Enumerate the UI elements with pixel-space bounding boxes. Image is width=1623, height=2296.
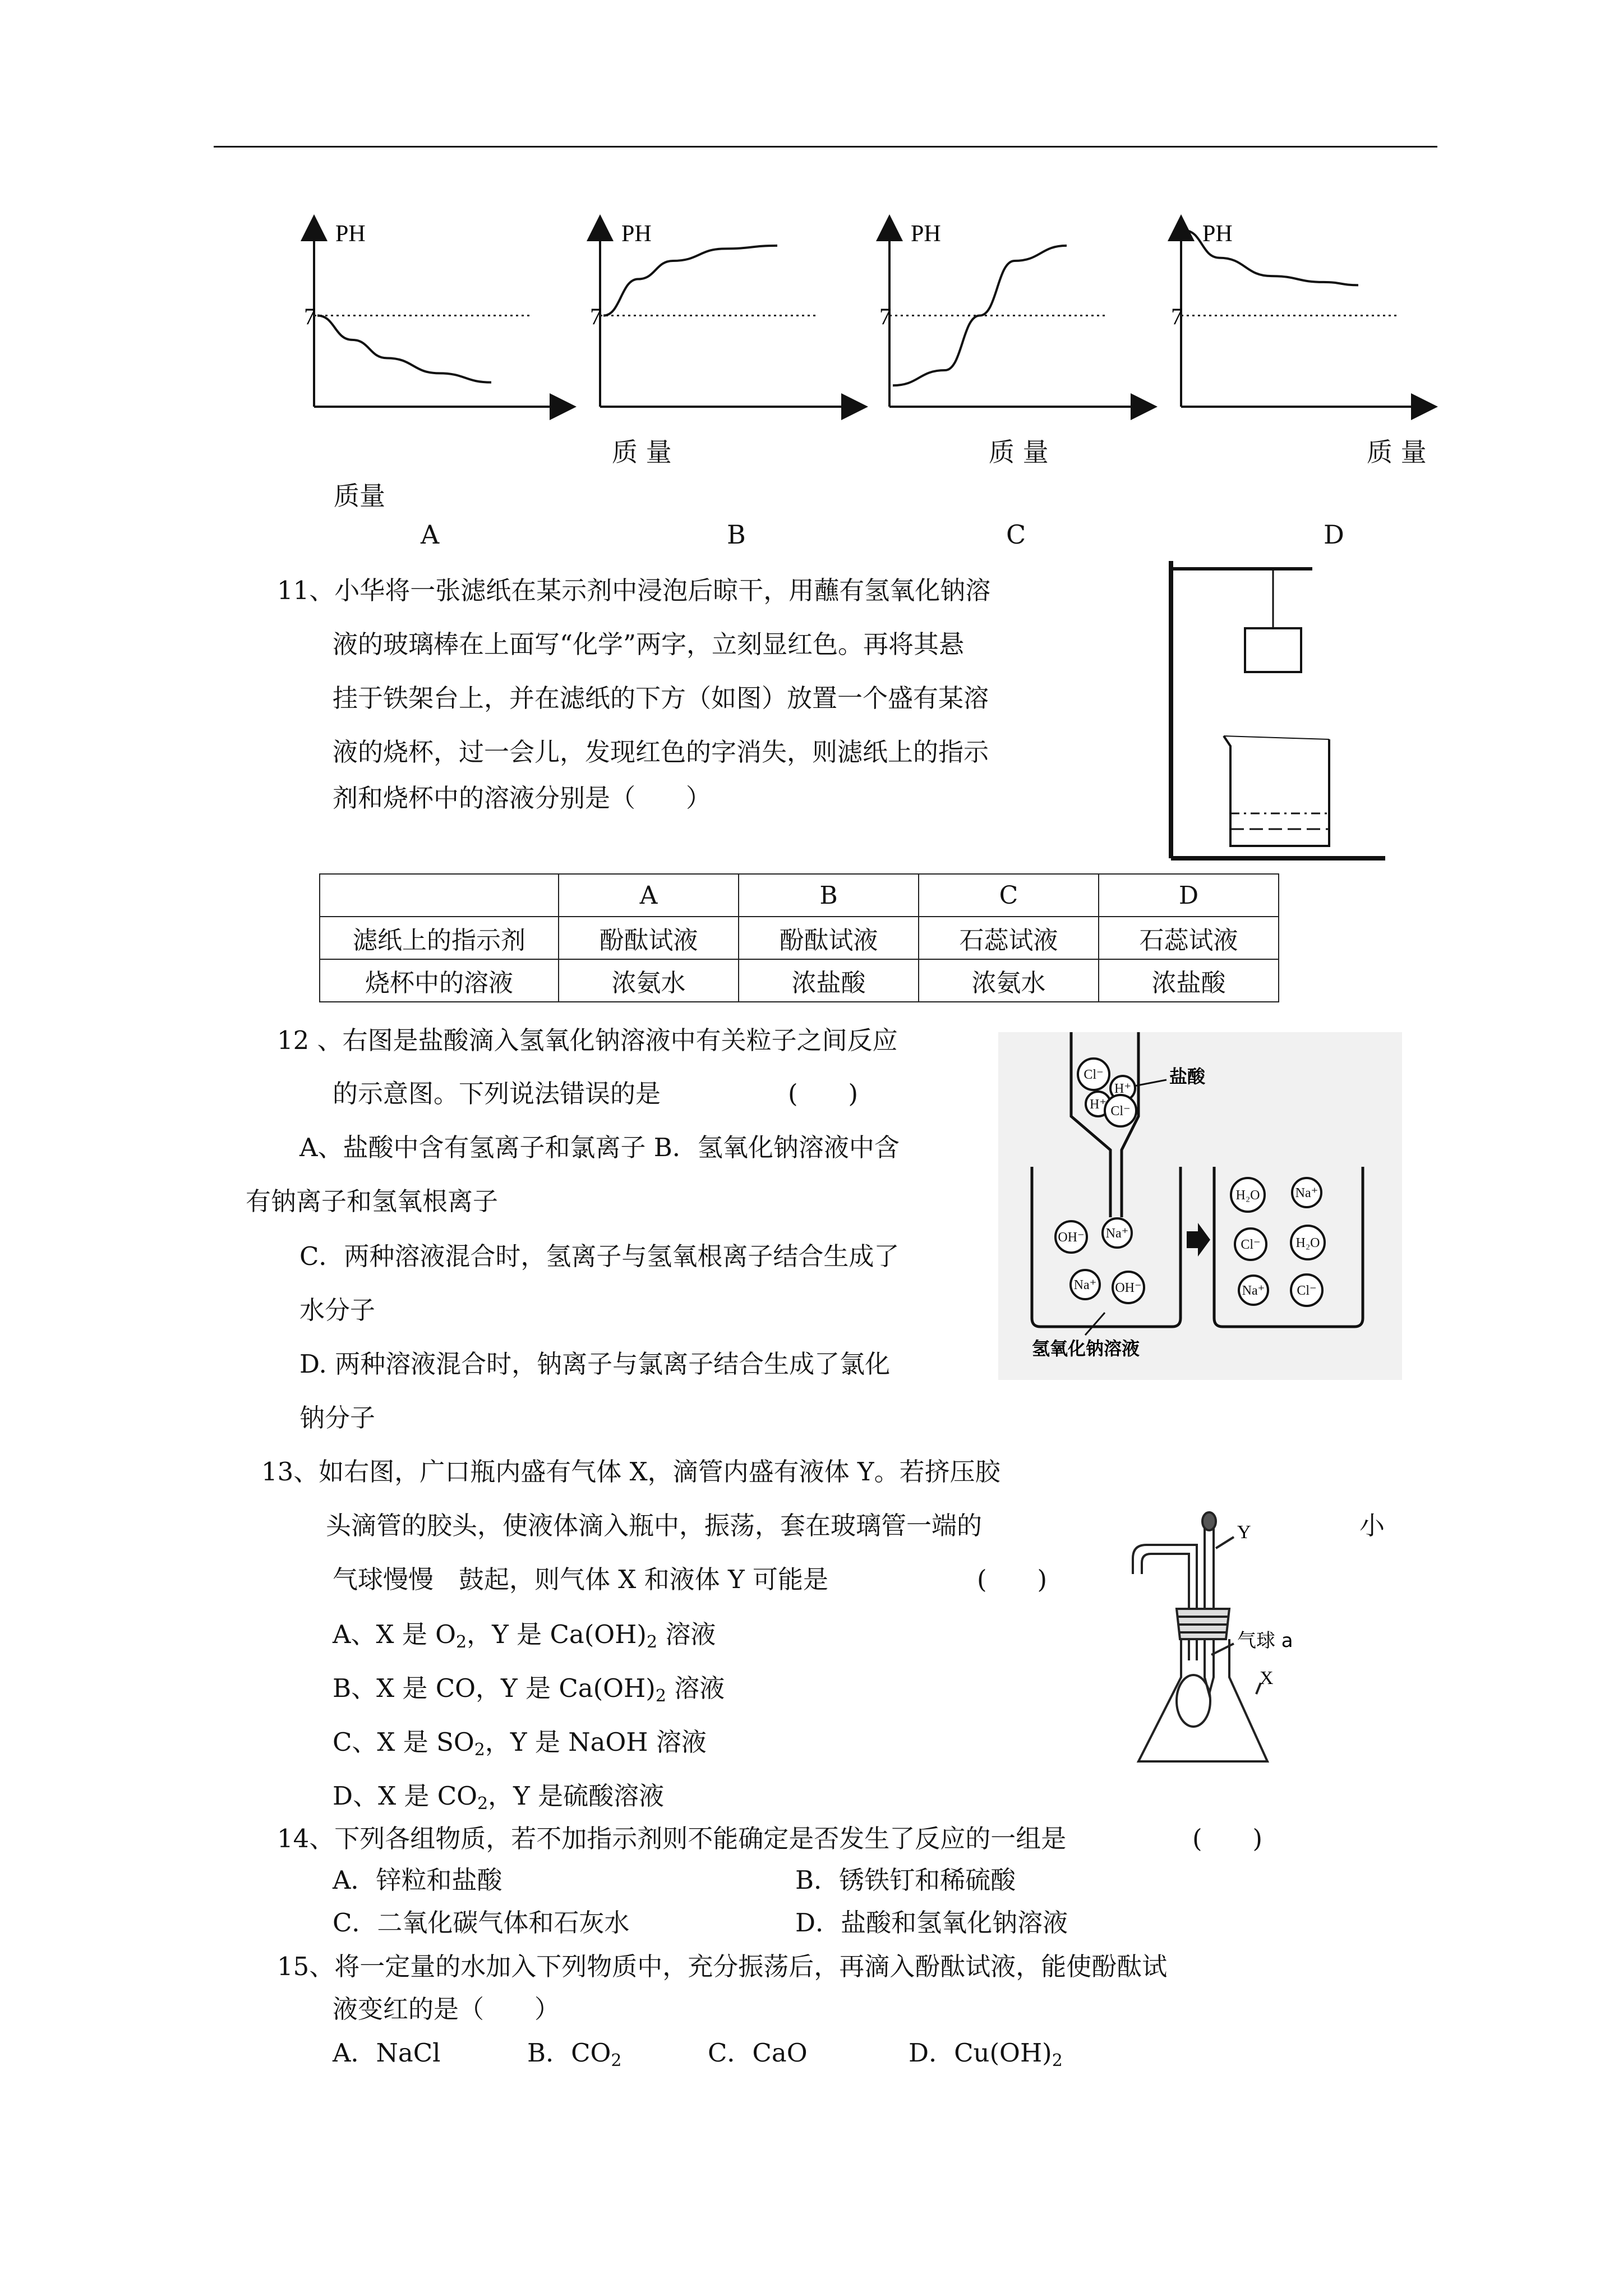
- q12-option-c-line-1: C．两种溶液混合时，氢离子与氢氧根离子结合生成了: [299, 1241, 900, 1271]
- table-cell: 烧杯中的溶液: [320, 959, 559, 1002]
- table-header-cell: A: [559, 874, 739, 917]
- q14-option-b: B．锈铁钉和稀硫酸: [795, 1865, 1016, 1895]
- ion-label: Cl⁻: [1110, 1104, 1131, 1119]
- chart-b-ph-curve: [603, 246, 777, 316]
- header-rule: [214, 146, 1437, 148]
- chart-a-ph-curve: [317, 316, 491, 383]
- q12-paren: ( ): [788, 1079, 859, 1108]
- q11-line-3: 挂于铁架台上，并在滤纸的下方（如图）放置一个盛有某溶: [333, 683, 989, 713]
- q11-line-4: 液的烧杯，过一会儿，发现红色的字消失，则滤纸上的指示: [333, 737, 989, 767]
- q13-option-a: A、X 是 $O_2$，Y 是 $Ca(OH)_2$ 溶液: [333, 1619, 716, 1652]
- ion-label: H₂O: [1295, 1236, 1320, 1250]
- chart-a-ph7-label: 7: [304, 304, 316, 330]
- ion-label: Na⁺: [1073, 1278, 1097, 1292]
- q14-option-a: A．锌粒和盐酸: [333, 1865, 502, 1895]
- table-cell: 浓盐酸: [739, 959, 919, 1002]
- q11-line-2: 液的玻璃棒在上面写“化学”两字，立刻显红色。再将其悬: [333, 629, 965, 659]
- chart-c-y-label: PH: [911, 221, 941, 247]
- ph-charts: [292, 208, 1475, 432]
- ion-label: Na⁺: [1242, 1283, 1265, 1298]
- q15-option-d: D．$Cu(OH)_2$: [909, 2038, 1063, 2070]
- ion-label: OH⁻: [1058, 1230, 1085, 1245]
- chart-d-y-label: PH: [1202, 221, 1233, 247]
- q14-stem: 14、下列各组物质，若不加指示剂则不能确定是否发生了反应的一组是: [277, 1824, 1067, 1853]
- q13-line-1: 13、如右图，广口瓶内盛有气体 X，滴管内盛有液体 Y。若挤压胶: [261, 1457, 1000, 1487]
- chart-a-xlabel: 质量: [334, 481, 385, 511]
- chart-b-xlabel: 质 量: [612, 437, 672, 467]
- chart-c-ph7-label: 7: [879, 304, 891, 330]
- table-cell: 滤纸上的指示剂: [320, 917, 559, 959]
- q12-option-a-line-2: 有钠离子和氢氧根离子: [246, 1186, 499, 1216]
- q15-line-1: 15、将一定量的水加入下列物质中，充分振荡后，再滴入酚酞试液，能使酚酞试: [277, 1952, 1168, 1981]
- table-cell: 浓氨水: [559, 959, 739, 1002]
- q13-option-c: C、X 是 $SO_2$，Y 是 NaOH 溶液: [333, 1727, 707, 1760]
- ion-label: H⁺: [1114, 1082, 1131, 1096]
- chart-d-ph7-label: 7: [1171, 304, 1183, 330]
- table-row: [320, 917, 1279, 959]
- ion-label: Cl⁻: [1297, 1283, 1317, 1298]
- q13-flask-figure: [1127, 1509, 1363, 1773]
- ion-label: Na⁺: [1295, 1186, 1318, 1200]
- table-header-cell: B: [739, 874, 919, 917]
- q12-option-d-line-2: 钠分子: [299, 1403, 376, 1433]
- q15-option-c: C．CaO: [708, 2038, 808, 2068]
- fig-label-x: X: [1260, 1668, 1274, 1688]
- chart-a-option-label: A: [421, 519, 440, 550]
- ion-label: Cl⁻: [1083, 1068, 1104, 1082]
- q15-line-2: 液变红的是（ ）: [333, 1994, 560, 2024]
- table-cell: 浓盐酸: [1099, 959, 1279, 1002]
- table-cell: 浓氨水: [919, 959, 1099, 1002]
- chart-c-option-label: C: [1006, 519, 1026, 550]
- q13-line-2: 头滴管的胶头，使液体滴入瓶中，振荡，套在玻璃管一端的: [326, 1511, 983, 1540]
- table-header-cell: [320, 874, 559, 917]
- table-cell: 酚酞试液: [739, 917, 919, 959]
- q12-option-c-line-2: 水分子: [299, 1295, 376, 1325]
- chart-b-option-label: B: [727, 519, 746, 550]
- table-header-cell: C: [919, 874, 1099, 917]
- base-label: 氢氧化钠溶液: [1032, 1338, 1140, 1359]
- q13-option-b: B、X 是 CO，Y 是 $Ca(OH)_2$ 溶液: [333, 1673, 725, 1706]
- ion-label: H₂O: [1235, 1188, 1260, 1203]
- fig-label-balloon: 气球 a: [1237, 1630, 1293, 1652]
- table-header-cell: D: [1099, 874, 1279, 917]
- table-row: [320, 959, 1279, 1002]
- q14-paren: ( ): [1192, 1824, 1263, 1853]
- chart-b-y-label: PH: [621, 221, 652, 247]
- q15-option-b: B．$CO_2$: [527, 2038, 622, 2070]
- chart-b-ph7-label: 7: [590, 304, 602, 330]
- acid-label: 盐酸: [1169, 1066, 1206, 1087]
- iron-stand-beaker-figure: [1161, 561, 1396, 869]
- table-cell: 酚酞试液: [559, 917, 739, 959]
- ion-label: Na⁺: [1105, 1226, 1129, 1241]
- chart-c-xlabel: 质 量: [989, 437, 1049, 467]
- q12-reaction-diagram: [998, 1032, 1402, 1380]
- q14-option-d: D．盐酸和氢氧化钠溶液: [795, 1908, 1068, 1938]
- table-cell: 石蕊试液: [1099, 917, 1279, 959]
- q14-option-c: C．二氧化碳气体和石灰水: [333, 1908, 630, 1938]
- q12-option-a-line-1: A、盐酸中含有氢离子和氯离子 B．氢氧化钠溶液中含: [299, 1133, 900, 1162]
- q15-option-a: A．NaCl: [333, 2038, 441, 2068]
- q12-option-d-line-1: D. 两种溶液混合时，钠离子与氯离子结合生成了氯化: [299, 1349, 891, 1379]
- q13-option-d: D、X 是 $CO_2$，Y 是硫酸溶液: [333, 1781, 665, 1814]
- q11-table: [319, 873, 1279, 1002]
- q13-paren: ( ): [977, 1565, 1048, 1594]
- chart-d-xlabel: 质 量: [1367, 437, 1427, 467]
- q12-line-2: 的示意图。下列说法错误的是: [333, 1079, 661, 1108]
- q11-line-5: 剂和烧杯中的溶液分别是（ ）: [333, 783, 712, 813]
- q13-line-2-tail: 小: [1359, 1511, 1385, 1540]
- ion-label: Cl⁻: [1241, 1237, 1261, 1252]
- table-row: [320, 874, 1279, 917]
- q12-line-1: 12 、右图是盐酸滴入氢氧化钠溶液中有关粒子之间反应: [277, 1025, 898, 1055]
- fig-label-y: Y: [1237, 1522, 1251, 1543]
- chart-a-y-label: PH: [335, 221, 366, 247]
- q11-line-1: 11、小华将一张滤纸在某示剂中浸泡后晾干，用蘸有氢氧化钠溶: [277, 576, 991, 605]
- ion-label: OH⁻: [1115, 1281, 1142, 1295]
- ion-label: H⁺: [1090, 1097, 1106, 1112]
- table-cell: 石蕊试液: [919, 917, 1099, 959]
- chart-d-option-label: D: [1324, 519, 1344, 550]
- q13-line-3: 气球慢慢 鼓起，则气体 X 和液体 Y 可能是: [333, 1565, 828, 1594]
